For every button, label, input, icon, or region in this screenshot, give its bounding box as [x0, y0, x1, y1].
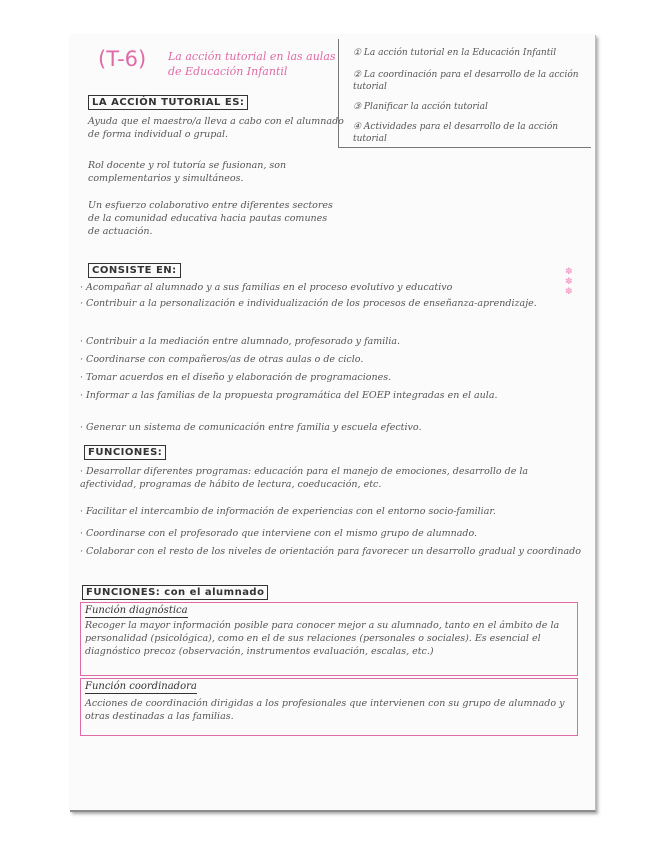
list-item: · Desarrollar diferentes programas: educación para el manejo de emociones, desarrollo de la afectividad, programas de hábito de lectura, coeducación, etc.	[80, 466, 529, 490]
list-item: · Colaborar con el resto de los niveles de orientación para favorecer un desarrollo gradual y coordinado	[80, 546, 581, 557]
doodle-mark: ✽ ✽ ✽	[565, 267, 573, 297]
function-title: Función diagnóstica	[85, 605, 188, 616]
toc-item: ③ Planificar la acción tutorial	[353, 102, 488, 112]
toc-item: ④ Actividades para el desarrollo de la acción tutorial	[353, 122, 559, 144]
paragraph: Un esfuerzo colaborativo entre diferentes sectores de la comunidad educativa hacia pautas comunes de actuación.	[88, 200, 333, 237]
section-heading-consiste-en: CONSISTE EN:	[88, 263, 181, 278]
topic-index-box	[338, 39, 591, 148]
function-title: Función coordinadora	[85, 681, 197, 692]
function-box-diagnostica	[80, 602, 578, 676]
list-item: · Facilitar el intercambio de información de experiencias con el entorno socio-familiar.	[80, 506, 496, 517]
list-item: · Contribuir a la mediación entre alumnado, profesorado y familia.	[80, 336, 401, 347]
section-heading-funciones-alumnado: FUNCIONES: con el alumnado	[82, 585, 268, 600]
list-item: · Coordinarse con compañeros/as de otras aulas o de ciclo.	[80, 354, 364, 365]
section-heading-accion-tutorial: LA ACCIÓN TUTORIAL ES:	[88, 95, 248, 110]
function-text: Acciones de coordinación dirigidas a los profesionales que intervienen con su grupo de alumnado y otras destinadas a las familias.	[85, 698, 565, 722]
paragraph: Ayuda que el maestro/a lleva a cabo con el alumnado de forma individual o grupal.	[88, 116, 344, 140]
topic-title: La acción tutorial en las aulas de Educación Infantil	[168, 50, 336, 78]
list-item: · Generar un sistema de comunicación entre familia y escuela efectivo.	[80, 422, 422, 433]
section-heading-funciones: FUNCIONES:	[84, 445, 166, 460]
paragraph: Rol docente y rol tutoría se fusionan, son complementarios y simultáneos.	[88, 160, 287, 184]
function-box-coordinadora	[80, 678, 578, 736]
list-item: · Informar a las familias de la propuesta programática del EOEP integradas en el aula.	[80, 390, 498, 401]
list-item: · Tomar acuerdos en el diseño y elaboración de programaciones.	[80, 372, 392, 383]
toc-item: ② La coordinación para el desarrollo de la acción tutorial	[353, 70, 579, 92]
list-item: · Coordinarse con el profesorado que interviene con el mismo grupo de alumnado.	[80, 528, 478, 539]
topic-number: (T-6)	[98, 47, 147, 71]
function-text: Recoger la mayor información posible para conocer mejor a su alumnado, tanto en el ámbito de la personalidad (psicológica), como en el de sus relaciones (personales o sociales). Es esencial el diagnóstico precoz (observación, instrumentos evaluación, escalas, etc.)	[85, 620, 560, 657]
notebook-page	[70, 35, 596, 812]
toc-item: ① La acción tutorial en la Educación Infantil	[353, 48, 557, 58]
list-item: · Acompañar al alumnado y a sus familias en el proceso evolutivo y educativo	[80, 282, 453, 293]
list-item: · Contribuir a la personalización e individualización de los procesos de enseñanza-aprendizaje.	[80, 298, 537, 309]
